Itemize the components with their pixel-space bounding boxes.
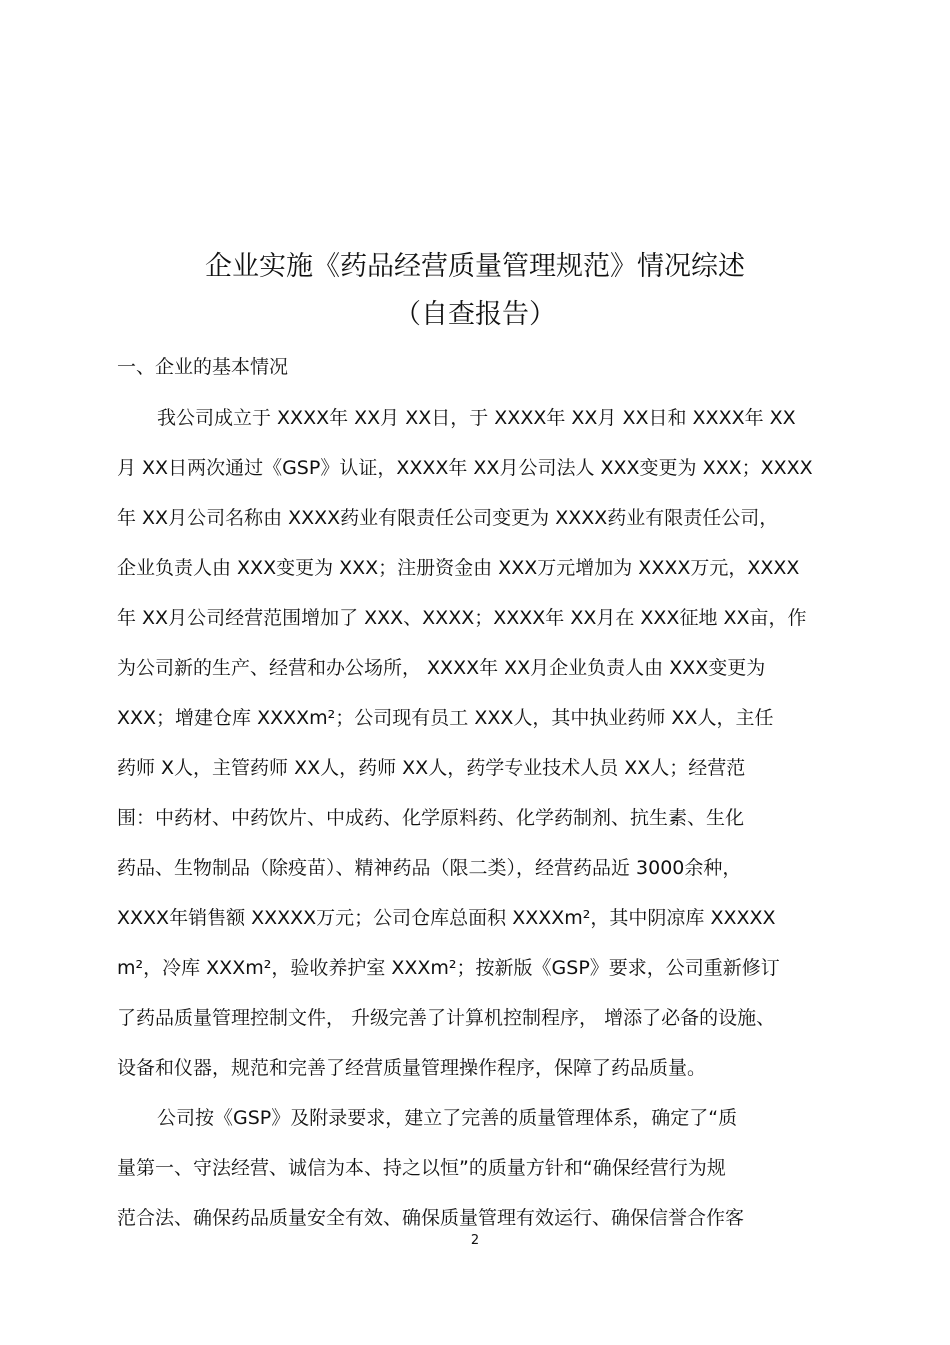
paragraph-line: 企业负责人由 XXX变更为 XXX；注册资金由 XXX万元增加为 XXXX万元，XXXX (117, 557, 800, 579)
document-title: 企业实施《药品经营质量管理规范》情况综述 (205, 251, 745, 282)
paragraph-line: 我公司成立于 XXXX年 XX月 XX日，于 XXXX年 XX月 XX日和 XXXX年 XX (157, 407, 796, 429)
paragraph-line: m²，冷库 XXXm²，验收养护室 XXXm²；按新版《GSP》要求，公司重新修订 (117, 957, 780, 979)
paragraph-line: 量第一、守法经营、诚信为本、持之以恒”的质量方针和“确保经营行为规 (117, 1157, 726, 1179)
paragraph-line: 范合法、确保药品质量安全有效、确保质量管理有效运行、确保信誉合作客 (117, 1207, 745, 1229)
section-heading: 一、企业的基本情况 (117, 356, 289, 378)
document-subtitle: （自查报告） (394, 299, 556, 330)
paragraph-line: XXXX年销售额 XXXXX万元；公司仓库总面积 XXXXm²，其中阴凉库 XXXXX (117, 907, 776, 929)
paragraph-line: 为公司新的生产、经营和办公场所， XXXX年 XX月企业负责人由 XXX变更为 (117, 657, 766, 679)
paragraph-line: 年 XX月公司经营范围增加了 XXX、XXXX；XXXX年 XX月在 XXX征地 XX亩，作 (117, 607, 807, 629)
paragraph-line: 公司按《GSP》及附录要求，建立了完善的质量管理体系，确定了“质 (157, 1107, 738, 1129)
paragraph-line: 月 XX日两次通过《GSP》认证，XXXX年 XX月公司法人 XXX变更为 XXX；XXXX (117, 457, 813, 479)
paragraph-line: 设备和仪器，规范和完善了经营质量管理操作程序，保障了药品质量。 (117, 1057, 707, 1079)
paragraph-line: XXX；增建仓库 XXXXm²；公司现有员工 XXX人，其中执业药师 XX人，主任 (117, 707, 774, 729)
paragraph-line: 药师 X人，主管药师 XX人，药师 XX人，药学专业技术人员 XX人；经营范 (117, 757, 746, 779)
paragraph-line: 了药品质量管理控制文件， 升级完善了计算机控制程序， 增添了必备的设施、 (117, 1007, 776, 1029)
paragraph-line: 年 XX月公司名称由 XXXX药业有限责任公司变更为 XXXX药业有限责任公司， (117, 507, 779, 529)
paragraph-line: 药品、生物制品（除疫苗）、精神药品（限二类），经营药品近 3000余种， (117, 857, 742, 879)
page-number: 2 (470, 1233, 480, 1248)
paragraph-line: 围：中药材、中药饮片、中成药、化学原料药、化学药制剂、抗生素、生化 (117, 807, 745, 829)
